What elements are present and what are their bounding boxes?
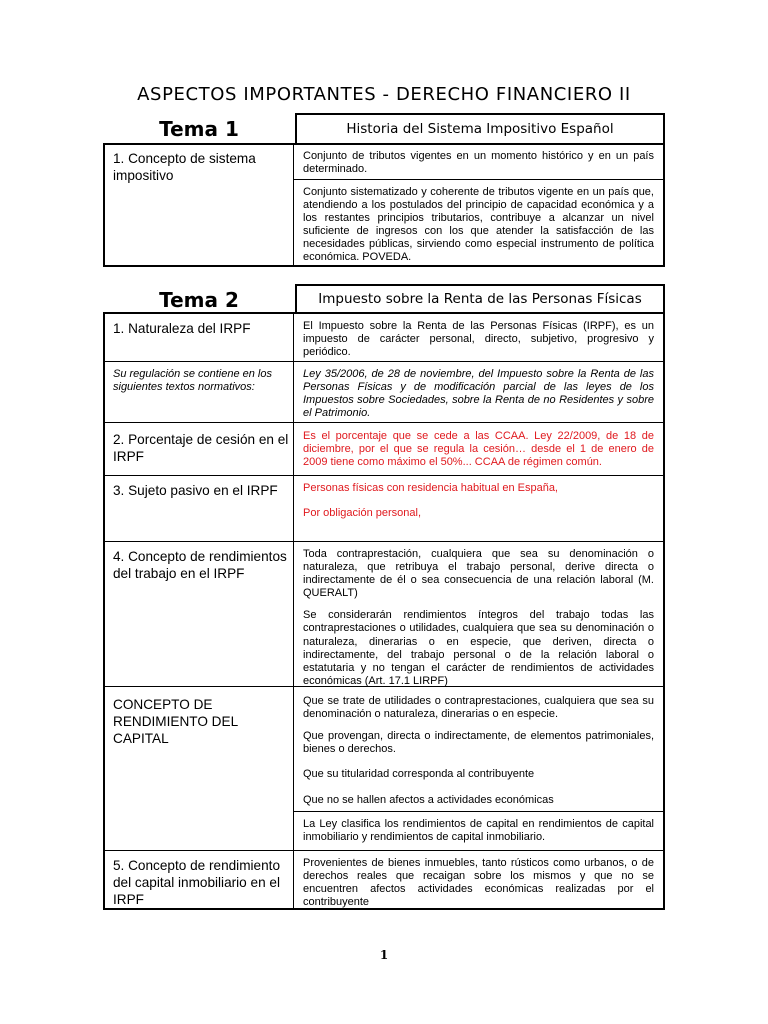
capital-label: CONCEPTO DE RENDIMIENTO DEL CAPITAL xyxy=(113,697,238,746)
table-row xyxy=(105,422,663,475)
naturaleza-label: 1. Naturaleza del IRPF xyxy=(113,321,251,336)
table-row xyxy=(105,686,663,850)
regulacion-label: Su regulación se contiene en los siguientes textos normativos: xyxy=(113,368,272,393)
capital-text-a: Que se trate de utilidades o contraprestaciones, cualquiera que sea su denominación o naturaleza, dinerarias o en especie. xyxy=(303,695,654,721)
tema1-header-text: Historia del Sistema Impositivo Español xyxy=(346,121,614,137)
tema2-header-text: Impuesto sobre la Renta de las Personas Físicas xyxy=(318,291,642,307)
cesion-label: 2. Porcentaje de cesión en el IRPF xyxy=(113,432,289,464)
table-row xyxy=(105,850,663,912)
inmobiliario-label: 5. Concepto de rendimiento del capital inmobiliario en el IRPF xyxy=(113,858,281,907)
tema2-label: Tema 2 xyxy=(159,288,239,312)
trabajo-label: 4. Concepto de rendimientos del trabajo en el IRPF xyxy=(113,549,287,581)
tema1-header xyxy=(295,113,665,145)
table-row xyxy=(105,541,663,686)
capital-text-e: La Ley clasifica los rendimientos de capital en rendimientos de capital inmobiliario y rendimientos de capital inmobiliario. xyxy=(303,818,654,844)
tema1-row1-def-b: Conjunto sistematizado y coherente de tributos vigente en un país que, atendiendo a los postulados del principio de capacidad económica y a los restantes principios tributarios, contribuye a alcanzar un nivel suficiente de ingresos con los que atender la satisfacción de las necesidades públicas, sirviendo como especial instrumento de política económica. POVEDA. xyxy=(303,186,654,264)
tema2-table xyxy=(103,312,665,910)
tema1-row1-concept: 1. Concepto de sistema impositivo xyxy=(113,151,256,183)
regulacion-text: Ley 35/2006, de 28 de noviembre, del Impuesto sobre la Renta de las Personas Físicas y de modificación parcial de las leyes de los Impuestos sobre Sociedades, sobre la Renta de no Residentes y sobre el Patrimonio. xyxy=(303,368,654,420)
tema1-table xyxy=(103,143,665,267)
table-row xyxy=(105,475,663,541)
capital-text-c: Que su titularidad corresponda al contribuyente xyxy=(303,768,535,781)
inmobiliario-text: Provenientes de bienes inmuebles, tanto rústicos como urbanos, o de derechos reales que recaigan sobre los mismos y que no se encuentren afectos actividades económicas realizadas por el contribuyente xyxy=(303,857,654,909)
table-row xyxy=(105,314,663,361)
trabajo-text-b: Se considerarán rendimientos íntegros del trabajo todas las contraprestaciones o utilidades, cualquiera que sea su denominación o naturaleza, dinerarias o en especie, que deriven, directa o indirectamente, del trabajo personal o de la relación laboral o estatutaria y no tengan el carácter de rendimientos de actividades económicas (Art. 17.1 LIRPF) xyxy=(303,609,654,687)
capital-text-d: Que no se hallen afectos a actividades económicas xyxy=(303,794,554,807)
page-title: ASPECTOS IMPORTANTES - DERECHO FINANCIERO II xyxy=(137,84,631,105)
tema1-label: Tema 1 xyxy=(159,117,239,141)
table-row xyxy=(105,361,663,422)
naturaleza-text: El Impuesto sobre la Renta de las Personas Físicas (IRPF), es un impuesto de carácter personal, directo, subjetivo, progresivo y periódico. xyxy=(303,320,654,359)
sujeto-text-b: Por obligación personal, xyxy=(303,507,422,520)
sujeto-text-a: Personas físicas con residencia habitual en España, xyxy=(303,482,558,494)
page-number: 1 xyxy=(379,948,389,962)
cesion-text: Es el porcentaje que se cede a las CCAA. Ley 22/2009, de 18 de diciembre, por el que se regula la cesión… desde el 1 de enero de 2009 tiene como máximo el 50%... CCAA de régimen común. xyxy=(303,430,654,469)
tema1-row1-def-a: Conjunto de tributos vigentes en un momento histórico y en un país determinado. xyxy=(303,150,654,176)
capital-text-b: Que provengan, directa o indirectamente, de elementos patrimoniales, bienes o derechos. xyxy=(303,730,654,756)
sujeto-label: 3. Sujeto pasivo en el IRPF xyxy=(113,483,278,498)
tema2-header xyxy=(295,284,665,314)
trabajo-text-a: Toda contraprestación, cualquiera que sea su denominación o naturaleza, que retribuya el trabajo personal, derive directa o indirectamente de él o sea consecuencia de una relación laboral (M. QUERALT) xyxy=(303,548,654,600)
